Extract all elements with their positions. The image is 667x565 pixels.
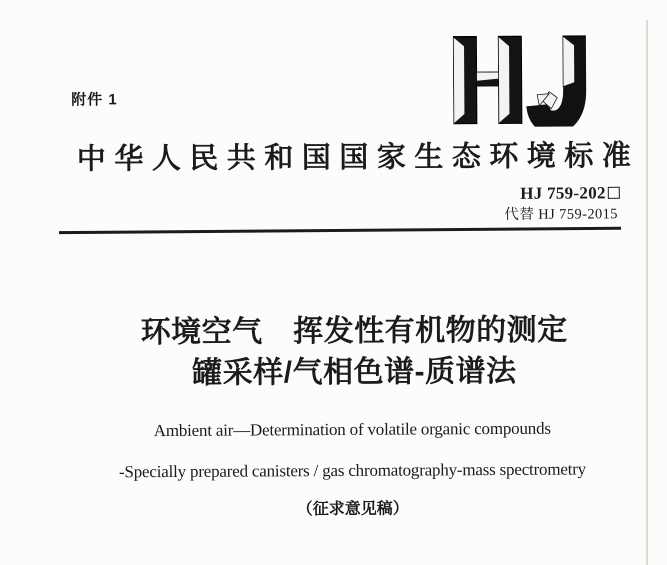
attachment-label: 附件 1 <box>71 91 118 109</box>
title-en-line2: -Specially prepared canisters / gas chromatography-mass spectrometry <box>118 459 587 482</box>
title-cn-line1: 环境空气 挥发性有机物的测定 <box>140 313 568 350</box>
draft-note: （征求意见稿） <box>296 500 409 519</box>
scan-page-edge <box>646 20 648 565</box>
hj-standard-logo-icon <box>453 34 590 127</box>
title-en-line1: Ambient air—Determination of volatile organic compounds <box>153 418 551 441</box>
header-rule <box>59 227 621 234</box>
standard-heading: 中华人民共和国国家生态环境标准 <box>76 140 640 176</box>
standard-number-text: HJ 759-202 <box>520 183 606 203</box>
replaces-label: 代替 HJ 759-2015 <box>504 206 618 223</box>
standard-number <box>520 183 620 204</box>
hj-logo-svg <box>453 34 590 127</box>
blank-year-box <box>608 187 620 199</box>
title-cn-line2: 罐采样/气相色谱-质谱法 <box>192 354 517 390</box>
